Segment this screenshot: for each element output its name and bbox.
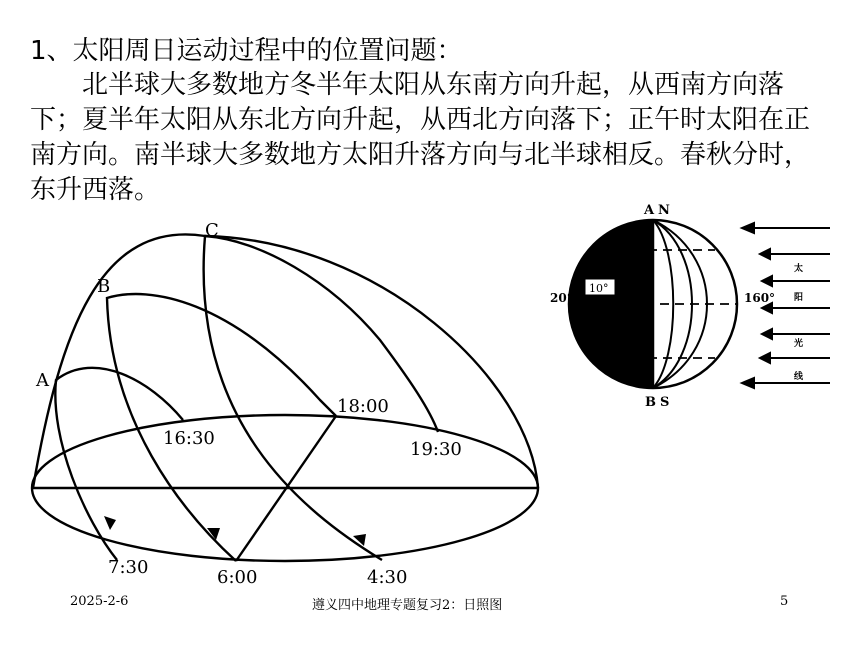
noon-label-b: B	[97, 276, 111, 297]
time-label-rise-a: 7:30	[108, 557, 149, 578]
time-label-rise-b: 6:00	[217, 567, 258, 588]
sun-ray-arrow-7	[742, 378, 754, 388]
longitude-label-right: 160°	[744, 291, 776, 305]
inset-longitude-label: 10°	[589, 282, 609, 295]
sunlight-label-char-2: 阳	[794, 293, 804, 303]
slide-heading: 1、太阳周日运动过程中的位置问题：	[30, 36, 463, 66]
footer-date: 2025-2-6	[70, 594, 129, 609]
pole-label-n: N	[658, 203, 670, 218]
time-label-rise-c: 4:30	[367, 567, 408, 588]
sun-ray-arrow-1	[742, 223, 754, 233]
sun-ray-arrow-6	[760, 353, 770, 363]
sunlight-label-char-4: 线	[794, 372, 804, 382]
footer-title: 遵义四中地理专题复习2：日照图	[312, 598, 503, 613]
sunlight-label-char-1: 太	[794, 264, 804, 274]
time-label-set-a: 16:30	[163, 428, 215, 449]
night-hemisphere	[569, 220, 653, 388]
pole-label-s: S	[660, 395, 670, 410]
longitude-label-left: 20°	[550, 291, 573, 305]
sun-ray-arrow-5	[762, 329, 772, 339]
noon-label-a: A	[36, 370, 49, 391]
sun-ray-arrow-3	[762, 276, 772, 286]
sunlight-label-char-3: 光	[794, 339, 804, 349]
noon-label-c: C	[205, 220, 219, 241]
footer-page-number: 5	[780, 594, 789, 609]
slide-body-text: 北半球大多数地方冬半年太阳从东南方向升起，从西南方向落下；夏半年太阳从东北方向升起，从西北方向落下；正午时太阳在正南方向。南半球大多数地方太阳升落方向与北半球相反。春秋分时，东升西落。	[30, 70, 811, 205]
pole-label-a: A	[644, 203, 655, 218]
pole-label-b: B	[645, 395, 656, 410]
sun-ray-arrow-2	[760, 249, 770, 259]
time-label-set-c: 19:30	[410, 439, 462, 460]
time-label-set-b: 18:00	[337, 396, 389, 417]
